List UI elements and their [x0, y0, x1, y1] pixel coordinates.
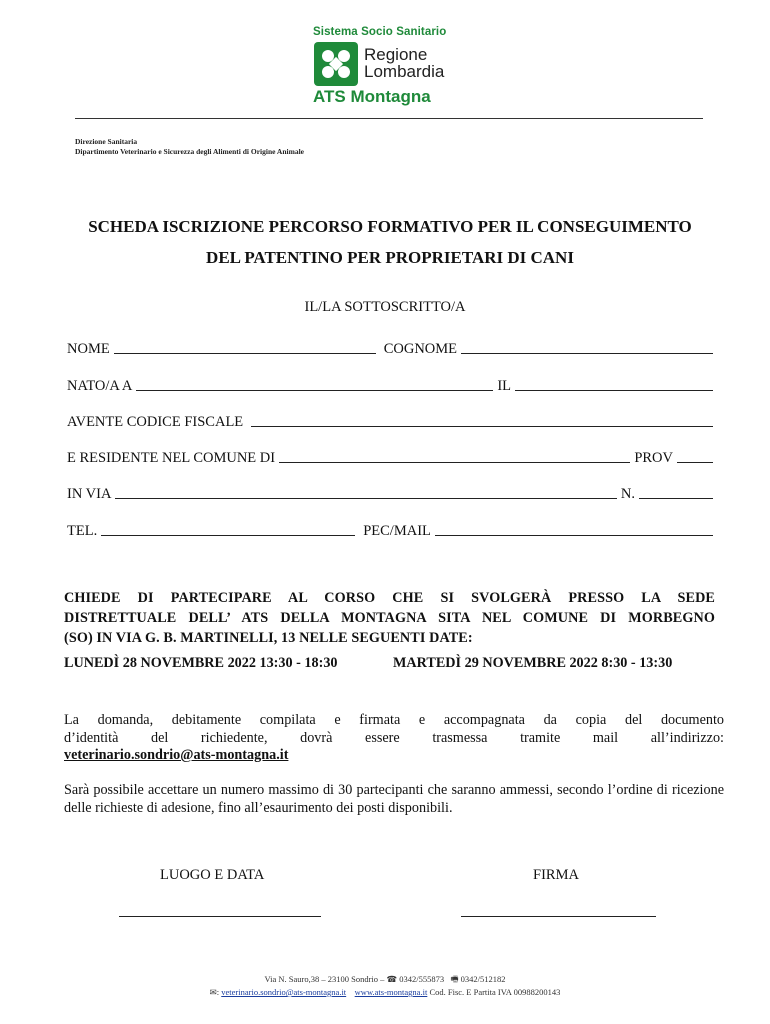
footer-address: Via N. Sauro,38 – 23100 Sondrio –	[264, 974, 385, 984]
logo-ats: ATS Montagna	[313, 87, 431, 106]
prov-field[interactable]	[677, 461, 713, 463]
signature-label: FIRMA	[533, 867, 579, 883]
header-divider	[75, 118, 703, 119]
request-paragraph	[64, 588, 715, 648]
footer-line-2	[0, 986, 770, 999]
place-date-field[interactable]	[119, 916, 321, 917]
tel-field[interactable]	[101, 534, 355, 536]
region-logo-icon	[314, 42, 358, 86]
request-line-2: DISTRETTUALE DELL’ ATS DELLA MONTAGNA SITA NEL COMUNE DI MORBEGNO	[64, 610, 715, 626]
form-subtitle: IL/LA SOTTOSCRITTO/A	[304, 299, 466, 315]
label-tel: TEL.	[67, 523, 98, 539]
submission-line-2: d’identità del richiedente, dovrà essere trasmessa tramite mail all’indirizzo:	[64, 729, 724, 746]
form-title-line-2: DEL PATENTINO PER PROPRIETARI DI CANI	[206, 248, 574, 267]
mail-icon: ✉:	[209, 987, 220, 997]
label-prov: PROV	[634, 450, 673, 466]
logo-region-line-1: Regione	[364, 45, 428, 64]
request-line-3: (SO) IN VIA G. B. MARTINELLI, 13 NELLE SEGUENTI DATE:	[64, 630, 473, 646]
birthdate-field[interactable]	[515, 389, 713, 391]
fax-icon: 🖷	[450, 974, 459, 984]
signature-field[interactable]	[461, 916, 656, 917]
request-line-1: CHIEDE DI PARTECIPARE AL CORSO CHE SI SVOLGERÀ PRESSO LA SEDE	[64, 590, 715, 606]
dept-line-2: Dipartimento Veterinario e Sicurezza degli Alimenti di Origine Animale	[75, 147, 305, 156]
label-codice-fiscale: AVENTE CODICE FISCALE	[67, 414, 244, 430]
codice-fiscale-field[interactable]	[251, 425, 713, 427]
label-via: IN VIA	[67, 486, 112, 502]
footer-fax: 0342/512182	[460, 974, 506, 984]
form-title-line-1: SCHEDA ISCRIZIONE PERCORSO FORMATIVO PER IL CONSEGUIMENTO	[88, 217, 692, 236]
form-row-residence	[67, 450, 713, 467]
label-nome: NOME	[67, 341, 110, 357]
label-il: IL	[497, 378, 511, 394]
label-numero: N.	[620, 486, 635, 502]
numero-field[interactable]	[639, 497, 713, 499]
footer-line-1	[0, 973, 770, 986]
logo-region-line-2: Lombardia	[364, 62, 445, 81]
label-cognome: COGNOME	[383, 341, 458, 357]
course-date-2: MARTEDÌ 29 NOVEMBRE 2022 8:30 - 13:30	[393, 655, 673, 671]
nome-field[interactable]	[114, 352, 376, 354]
email-link[interactable]: veterinario.sondrio@ats-montagna.it	[64, 747, 289, 763]
label-pec: PEC/MAIL	[363, 523, 431, 539]
form-row-contact	[67, 523, 713, 540]
via-field[interactable]	[115, 497, 616, 499]
label-residente: E RESIDENTE NEL COMUNE DI	[67, 450, 276, 466]
place-date-label: LUOGO E DATA	[160, 867, 265, 883]
cognome-field[interactable]	[461, 352, 713, 354]
submission-line-1: La domanda, debitamente compilata e firmata e accompagnata da copia del documento	[64, 712, 724, 728]
course-date-1: LUNEDÌ 28 NOVEMBRE 2022 13:30 - 18:30	[64, 655, 338, 671]
capacity-paragraph: Sarà possibile accettare un numero massimo di 30 partecipanti che saranno ammessi, secondo l’ordine di ricezione delle richieste di adesione, fino all’esaurimento dei posti disponibili.	[64, 782, 724, 816]
label-nato: NATO/A A	[67, 378, 133, 394]
form-row-birth	[67, 378, 713, 395]
comune-field[interactable]	[279, 461, 630, 463]
logo-top-text: Sistema Socio Sanitario	[313, 26, 447, 38]
submission-paragraph	[64, 712, 724, 765]
pec-field[interactable]	[435, 534, 713, 536]
footer-phone: 0342/555873	[399, 974, 445, 984]
footer-fiscal: Cod. Fisc. E Partita IVA 00988200143	[429, 987, 561, 997]
logo-region-name	[364, 46, 444, 80]
form-row-address	[67, 486, 713, 503]
dept-line-1: Direzione Sanitaria	[75, 137, 138, 146]
phone-icon: ☎	[386, 974, 398, 984]
footer-email-link[interactable]: veterinario.sondrio@ats-montagna.it	[221, 987, 347, 997]
form-row-name	[67, 341, 713, 358]
department-heading	[75, 137, 304, 157]
birthplace-field[interactable]	[136, 389, 493, 391]
footer-website-link[interactable]: www.ats-montagna.it	[354, 987, 428, 997]
form-row-fiscal	[67, 414, 713, 431]
